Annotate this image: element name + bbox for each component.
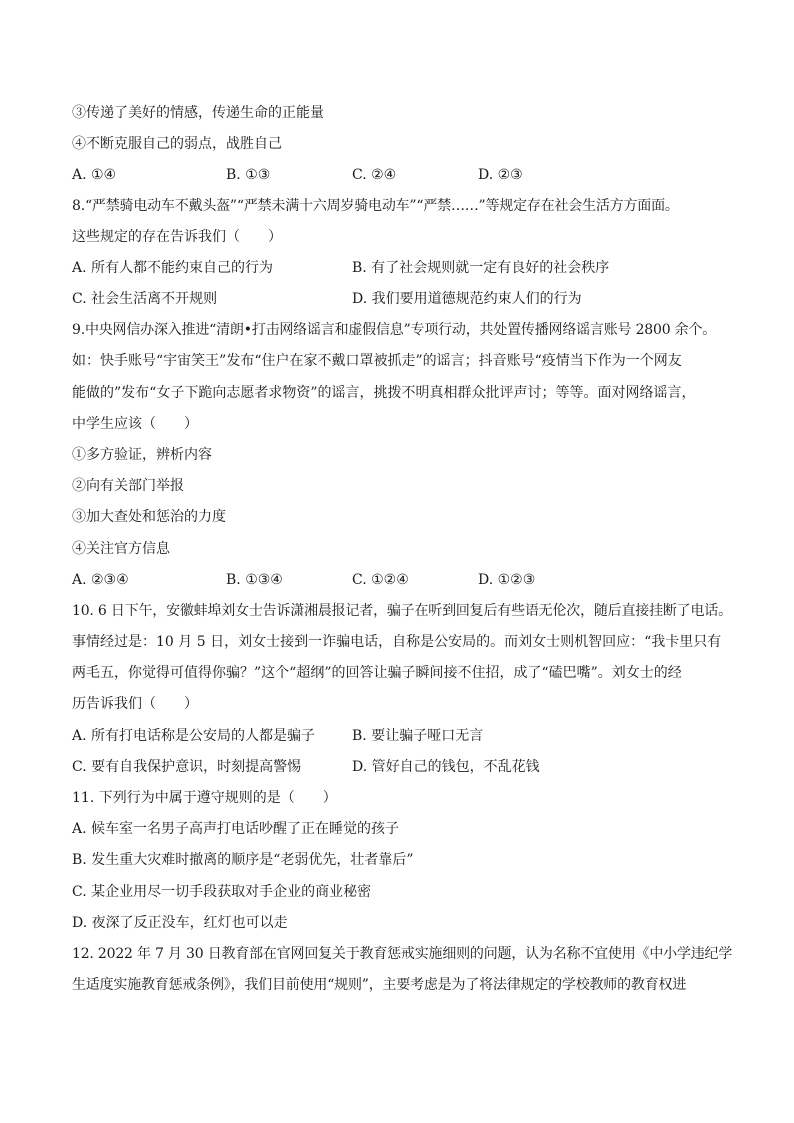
q9-option-c: C. ①②④ bbox=[352, 572, 409, 588]
q10-option-b: B. 要让骗子哑口无言 bbox=[352, 728, 484, 744]
q10-stem-line-4: 历告诉我们（ ） bbox=[72, 696, 198, 712]
q8-stem-line-1: 8.“严禁骑电动车不戴头盔”“严禁未满十六周岁骑电动车”“严禁……”等规定存在社会生活方方面面。 bbox=[72, 198, 679, 214]
q11-option-a: A. 候车室一名男子高声打电话吵醒了正在睡觉的孩子 bbox=[72, 821, 400, 837]
q9-option-a: A. ②③④ bbox=[72, 572, 129, 588]
q10-option-a: A. 所有打电话称是公安局的人都是骗子 bbox=[72, 728, 316, 744]
q11-option-b: B. 发生重大灾难时撤离的顺序是“老弱优先，壮者靠后” bbox=[72, 852, 414, 868]
q10-option-d: D. 管好自己的钱包，不乱花钱 bbox=[352, 759, 540, 775]
q8-stem-line-2: 这些规定的存在告诉我们（ ） bbox=[72, 229, 282, 245]
q10-stem-line-3: 两毛五，你觉得可值得你骗？”这个“超纲”的回答让骗子瞬间接不住招，成了“磕巴嘴”。刘女士的经 bbox=[72, 665, 682, 681]
q8-option-d: D. 我们要用道德规范约束人们的行为 bbox=[352, 291, 582, 307]
q9-item-3: ③加大查处和惩治的力度 bbox=[72, 509, 226, 525]
q9-stem-line-2: 如：快手账号“宇宙笑王”发布“住户在家不戴口罩被抓走”的谣言；抖音账号“疫情当下作为一个网友 bbox=[72, 353, 682, 369]
q7-option-b: B. ①③ bbox=[226, 167, 271, 183]
q8-option-a: A. 所有人都不能约束自己的行为 bbox=[72, 260, 274, 276]
q9-option-d: D. ①②③ bbox=[478, 572, 536, 588]
q9-item-4: ④关注官方信息 bbox=[72, 541, 170, 557]
q9-option-b: B. ①③④ bbox=[226, 572, 283, 588]
q10-stem-line-1: 10. 6 日下午，安徽蚌埠刘女士告诉潇湘晨报记者，骗子在听到回复后有些语无伦次，随后直接挂断了电话。 bbox=[72, 603, 732, 619]
q9-item-1: ①多方验证，辨析内容 bbox=[72, 447, 212, 463]
q10-option-c: C. 要有自我保护意识，时刻提高警惕 bbox=[72, 759, 302, 775]
q8-option-c: C. 社会生活离不开规则 bbox=[72, 291, 218, 307]
q7-item-3: ③传递了美好的情感，传递生命的正能量 bbox=[72, 105, 324, 121]
q9-stem-line-4: 中学生应该（ ） bbox=[72, 416, 198, 432]
q9-item-2: ②向有关部门举报 bbox=[72, 478, 184, 494]
q12-stem-line-1: 12. 2022 年 7 月 30 日教育部在官网回复关于教育惩戒实施细则的问题，认为名称不宜使用《中小学违纪学 bbox=[72, 946, 733, 962]
q9-stem-line-3: 能做的”发布“女子下跪向志愿者求物资”的谣言，挑拨不明真相群众批评声讨；等等。面对网络谣言， bbox=[72, 385, 696, 401]
q9-stem-line-1: 9.中央网信办深入推进“清朗•打击网络谣言和虚假信息”专项行动，共处置传播网络谣言账号 2800 余个。 bbox=[72, 322, 717, 338]
q8-option-b: B. 有了社会规则就一定有良好的社会秩序 bbox=[352, 260, 610, 276]
q10-stem-line-2: 事情经过是：10 月 5 日，刘女士接到一诈骗电话，自称是公安局的。而刘女士则机智回应：“我卡里只有 bbox=[72, 634, 722, 650]
q11-stem: 11. 下列行为中属于遵守规则的是（ ） bbox=[72, 790, 337, 806]
q11-option-d: D. 夜深了反正没车，红灯也可以走 bbox=[72, 915, 288, 931]
q7-item-4: ④不断克服自己的弱点，战胜自己 bbox=[72, 136, 282, 152]
q7-option-a: A. ①④ bbox=[72, 167, 117, 183]
q7-option-c: C. ②④ bbox=[352, 167, 397, 183]
q11-option-c: C. 某企业用尽一切手段获取对手企业的商业秘密 bbox=[72, 884, 372, 900]
q7-option-d: D. ②③ bbox=[478, 167, 523, 183]
q12-stem-line-2: 生适度实施教育惩戒条例》，我们目前使用“规则”，主要考虑是为了将法律规定的学校教师的教育权进 bbox=[72, 977, 687, 993]
